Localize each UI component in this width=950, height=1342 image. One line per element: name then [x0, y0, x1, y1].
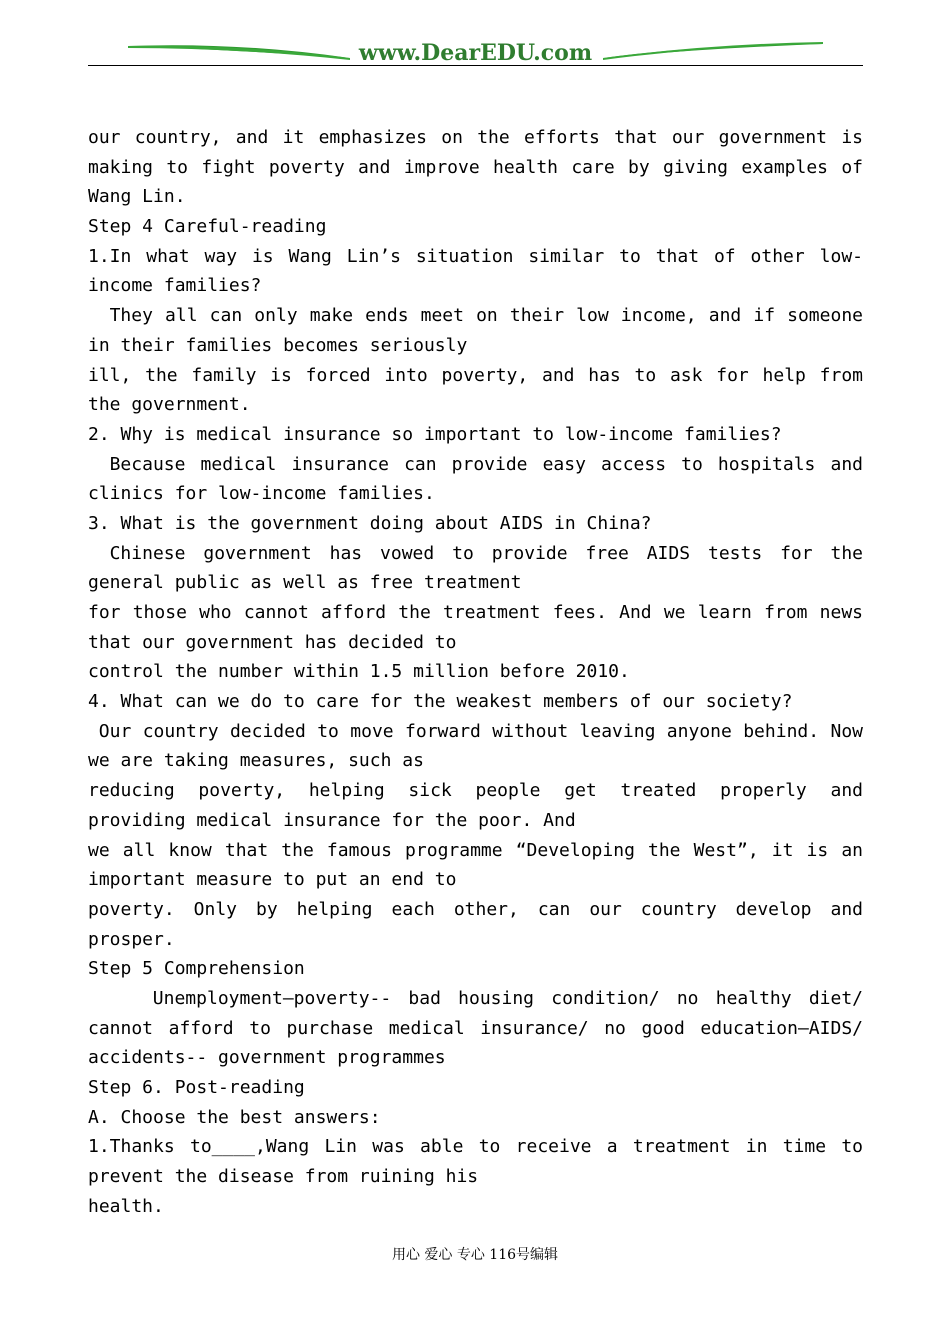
question-line: income families?	[88, 275, 262, 297]
step-heading: Step 5 Comprehension	[88, 958, 305, 980]
site-url: www.DearEDU.com	[88, 40, 863, 66]
question-line: 4. What can we do to care for the weakest members of our society?	[88, 691, 793, 713]
question-line: 1.In what way is Wang Lin’s situation similar to that of other low-	[88, 245, 863, 267]
answer-line: important measure to put an end to	[88, 869, 457, 891]
question-line: 2. Why is medical insurance so important to low-income families?	[88, 423, 782, 445]
step-heading: Step 6. Post-reading	[88, 1077, 305, 1098]
answer-line: ill, the family is forced into poverty, and has to ask for help from	[88, 364, 863, 386]
answer-line: Because medical insurance can provide easy access to hospitals and	[109, 453, 863, 475]
section-heading: A. Choose the best answers:	[88, 1106, 381, 1128]
answer-line: we all know that the famous programme “Developing the West”, it is an	[88, 839, 863, 861]
document-body	[88, 123, 863, 1221]
answer-line: the government.	[88, 394, 251, 416]
site-header-banner	[88, 38, 863, 68]
header-divider	[88, 65, 863, 66]
answer-line: poverty. Only by helping each other, can our country develop and	[88, 898, 863, 920]
page-footer: 用心 爱心 专心 116号编辑	[391, 1247, 559, 1263]
answer-line: prosper.	[88, 928, 175, 950]
answer-line: providing medical insurance for the poor. And	[88, 809, 576, 831]
text-line: making to fight poverty and improve health care by giving examples of	[88, 156, 863, 178]
step-heading: Step 4 Careful-reading	[88, 216, 327, 238]
answer-line: that our government has decided to	[88, 631, 457, 653]
answer-line: clinics for low-income families.	[88, 483, 435, 505]
text-line: Wang Lin.	[88, 186, 186, 208]
text-line: our country, and it emphasizes on the efforts that our government is	[88, 127, 863, 148]
question-line: 3. What is the government doing about AIDS in China?	[88, 512, 652, 534]
answer-line: They all can only make ends meet on their low income, and if someone	[109, 305, 863, 327]
answer-line: Chinese government has vowed to provide free AIDS tests for the	[109, 542, 863, 564]
text-line: cannot afford to purchase medical insurance/ no good education—AIDS/	[88, 1017, 863, 1039]
question-line: prevent the disease from ruining his	[88, 1166, 479, 1188]
answer-line: in their families becomes seriously	[88, 334, 468, 356]
question-line: health.	[88, 1195, 164, 1217]
question-line: 1.Thanks to____,Wang Lin was able to receive a treatment in time to	[88, 1136, 863, 1158]
text-line: accidents-- government programmes	[88, 1047, 446, 1069]
text-line: Unemployment—poverty-- bad housing condition/ no healthy diet/	[152, 987, 863, 1009]
answer-line: control the number within 1.5 million before 2010.	[88, 661, 630, 683]
answer-line: Our country decided to move forward without leaving anyone behind. Now	[98, 720, 863, 742]
answer-line: general public as well as free treatment	[88, 572, 522, 594]
answer-line: reducing poverty, helping sick people get treated properly and	[88, 780, 863, 802]
answer-line: for those who cannot afford the treatment fees. And we learn from news	[88, 602, 863, 623]
answer-line: we are taking measures, such as	[88, 750, 424, 772]
